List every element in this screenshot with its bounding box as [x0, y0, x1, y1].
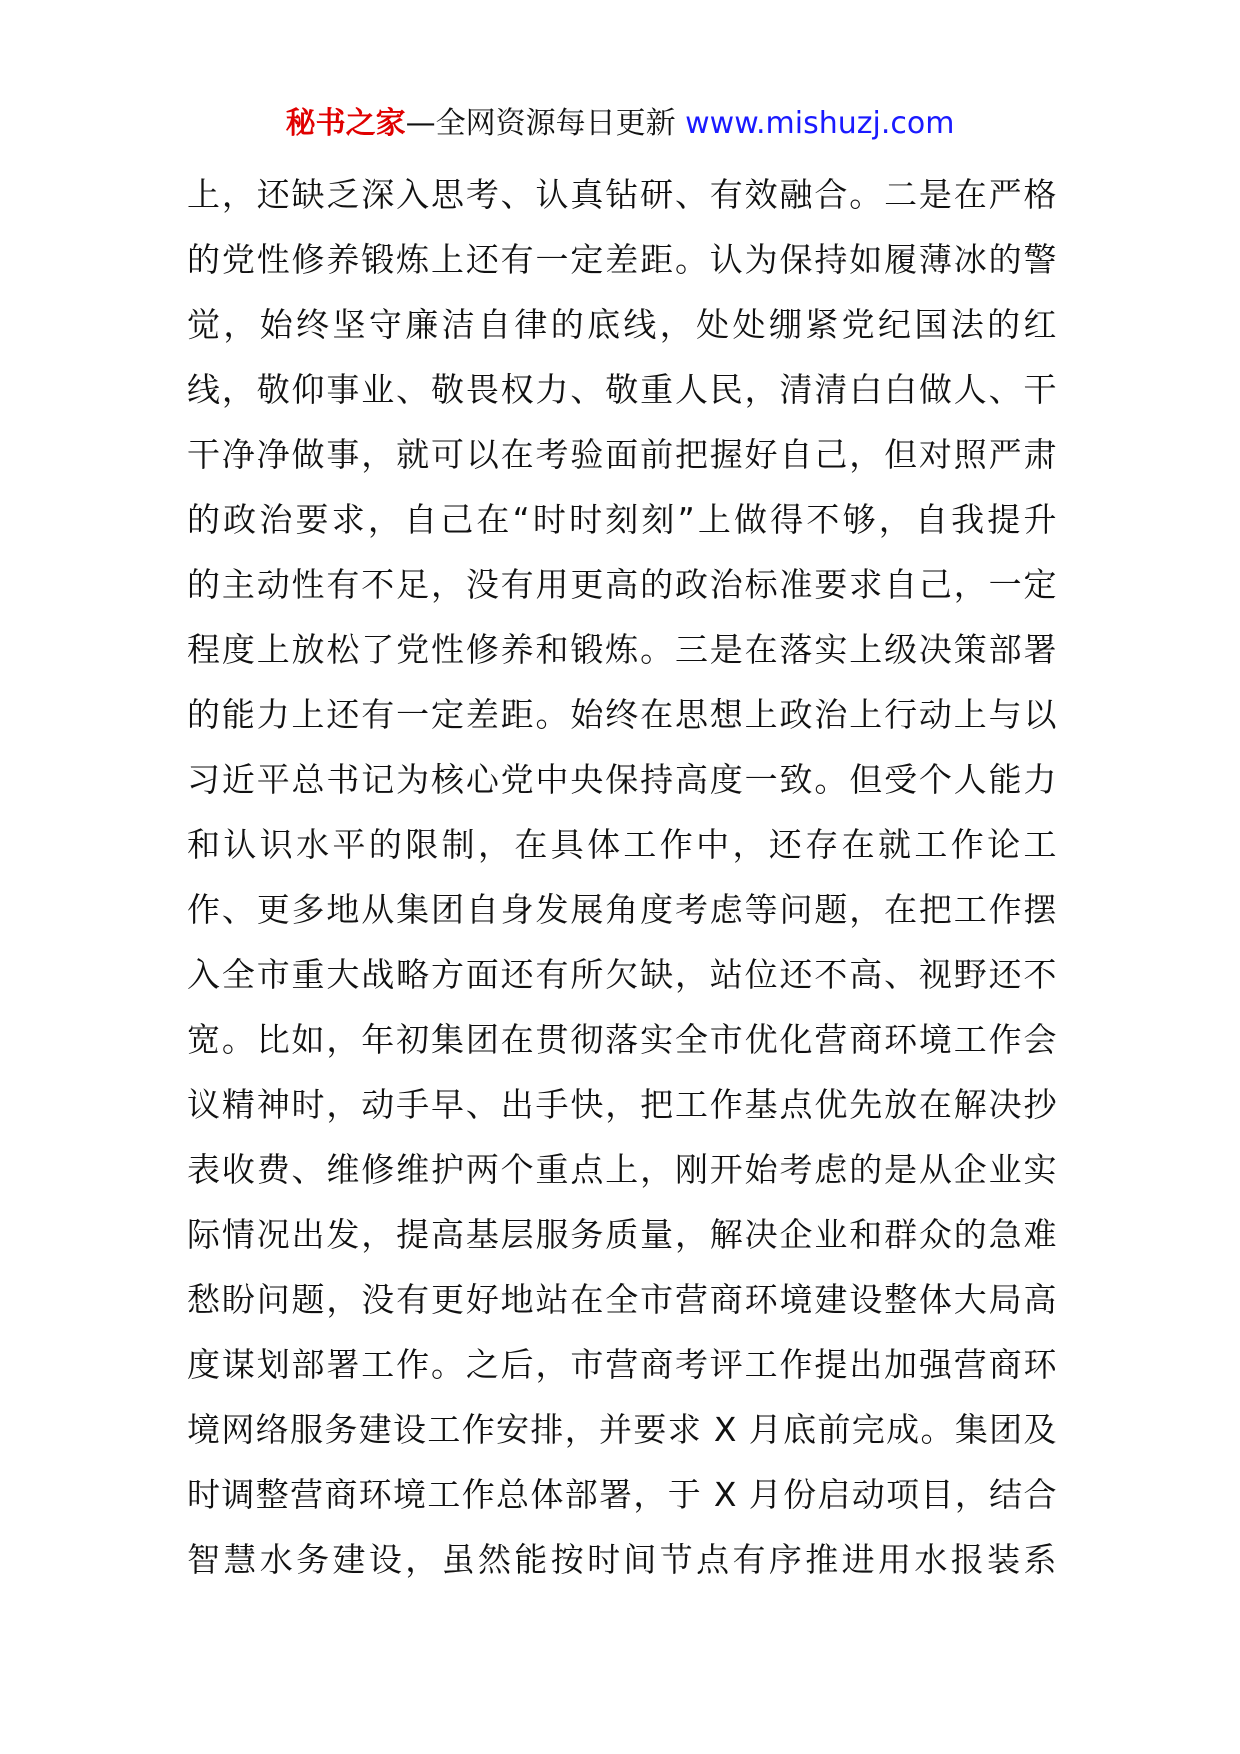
text-line: 愁盼问题，没有更好地站在全市营商环境建设整体大局高	[187, 1280, 1057, 1319]
header-brand: 秘书之家	[285, 106, 406, 141]
text-line: 际情况出发，提高基层服务质量，解决企业和群众的急难	[187, 1215, 1057, 1254]
text-line: 入全市重大战略方面还有所欠缺，站位还不高、视野还不	[187, 955, 1057, 994]
text-line: 表收费、维修维护两个重点上，刚开始考虑的是从企业实	[187, 1150, 1057, 1189]
text-line: 的党性修养锻炼上还有一定差距。认为保持如履薄冰的警	[187, 240, 1057, 279]
header-tagline: —全网资源每日更新	[405, 106, 686, 141]
text-line: 上，还缺乏深入思考、认真钻研、有效融合。二是在严格	[187, 175, 1057, 214]
text-line: 觉，始终坚守廉洁自律的底线，处处绷紧党纪国法的红	[187, 305, 1057, 344]
text-line: 作、更多地从集团自身发展角度考虑等问题，在把工作摆	[187, 890, 1057, 929]
text-line: 干净净做事，就可以在考验面前把握好自己，但对照严肃	[187, 435, 1057, 474]
header-url-link[interactable]: www.mishuzj.com	[685, 106, 955, 141]
text-line: 的政治要求，自己在“时时刻刻”上做得不够，自我提升	[187, 500, 1057, 539]
text-line: 宽。比如，年初集团在贯彻落实全市优化营商环境工作会	[187, 1020, 1057, 1059]
text-line: 的主动性有不足，没有用更高的政治标准要求自己，一定	[187, 565, 1057, 604]
page-header	[0, 104, 1240, 144]
text-line: 和认识水平的限制，在具体工作中，还存在就工作论工	[187, 825, 1057, 864]
text-line: 时调整营商环境工作总体部署，于 X 月份启动项目，结合	[187, 1475, 1057, 1514]
text-line: 境网络服务建设工作安排，并要求 X 月底前完成。集团及	[187, 1410, 1057, 1449]
text-line: 程度上放松了党性修养和锻炼。三是在落实上级决策部署	[187, 630, 1057, 669]
text-line: 智慧水务建设，虽然能按时间节点有序推进用水报装系	[187, 1540, 1057, 1579]
body-text	[187, 162, 1057, 1592]
text-line: 习近平总书记为核心党中央保持高度一致。但受个人能力	[187, 760, 1057, 799]
text-line: 线，敬仰事业、敬畏权力、敬重人民，清清白白做人、干	[187, 370, 1057, 409]
text-line: 的能力上还有一定差距。始终在思想上政治上行动上与以	[187, 695, 1057, 734]
text-line: 度谋划部署工作。之后，市营商考评工作提出加强营商环	[187, 1345, 1057, 1384]
text-line: 议精神时，动手早、出手快，把工作基点优先放在解决抄	[187, 1085, 1057, 1124]
